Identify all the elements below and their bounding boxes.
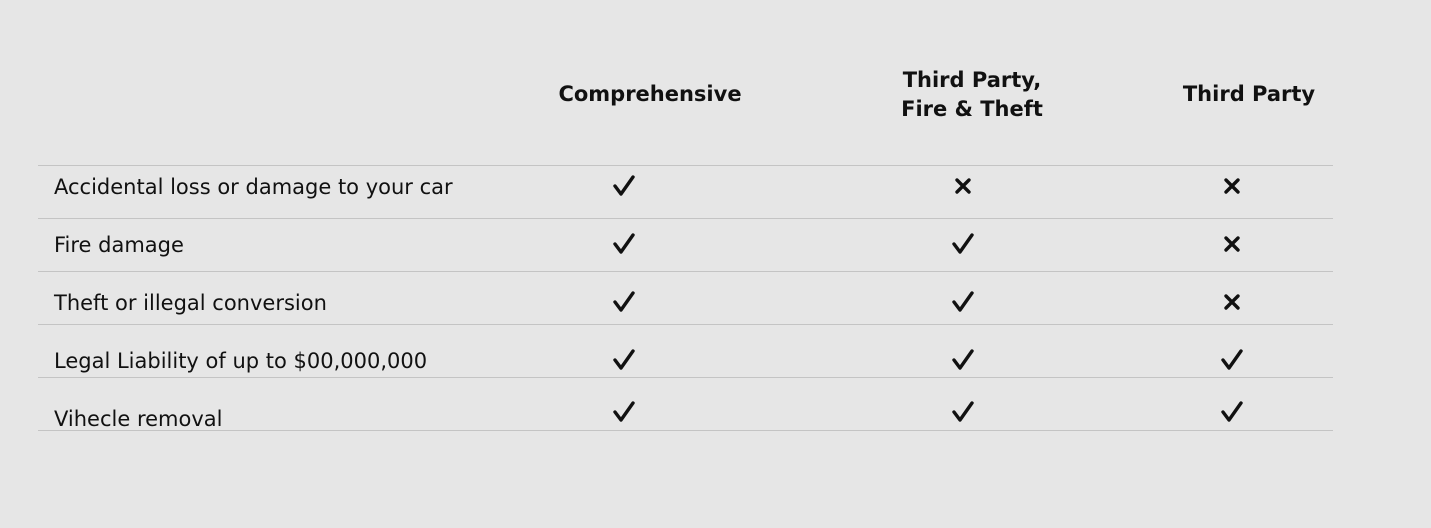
check-icon <box>604 392 644 432</box>
table-row <box>38 324 1333 377</box>
column-header-third-party: Third Party <box>1182 82 1316 106</box>
check-icon <box>604 340 644 380</box>
check-icon <box>604 224 644 264</box>
cross-icon <box>1212 166 1252 206</box>
check-icon <box>604 282 644 322</box>
check-icon <box>604 166 644 206</box>
table-row <box>38 271 1333 324</box>
check-icon <box>943 224 983 264</box>
row-label-theft: Theft or illegal conversion <box>54 291 327 315</box>
table-row <box>38 218 1333 271</box>
row-label-vehicle-removal: Vihecle removal <box>54 407 223 431</box>
check-icon <box>1212 392 1252 432</box>
column-header-third-party-fire-theft: Third Party, Fire & Theft <box>901 68 1043 121</box>
column-header-comprehensive: Comprehensive <box>558 82 742 106</box>
row-label-accidental-loss: Accidental loss or damage to your car <box>54 175 453 199</box>
row-label-legal-liability: Legal Liability of up to $00,000,000 <box>54 349 428 373</box>
check-icon <box>943 392 983 432</box>
cross-icon <box>943 166 983 206</box>
check-icon <box>943 282 983 322</box>
cross-icon <box>1212 224 1252 264</box>
check-icon <box>943 340 983 380</box>
table-row <box>38 165 1333 218</box>
check-icon <box>1212 340 1252 380</box>
row-label-fire-damage: Fire damage <box>54 233 184 257</box>
coverage-comparison-table <box>38 0 1333 528</box>
table-row <box>38 377 1333 431</box>
cross-icon <box>1212 282 1252 322</box>
